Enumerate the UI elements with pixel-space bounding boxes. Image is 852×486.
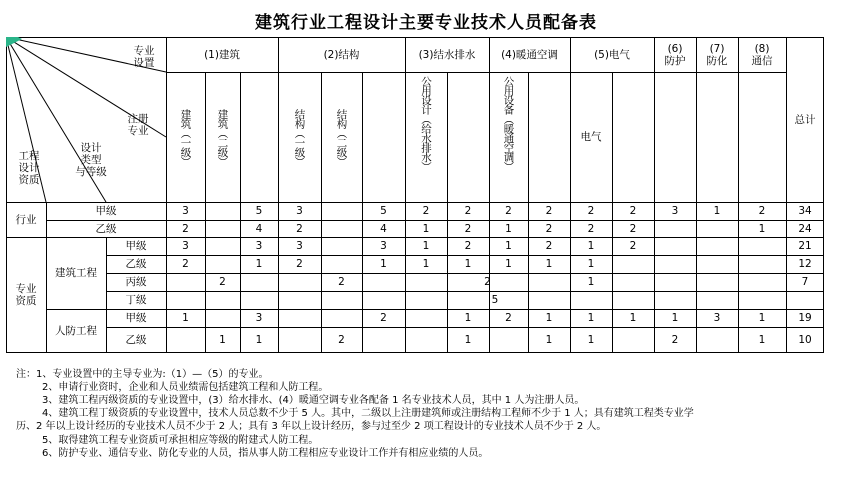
value-cell: 2 <box>758 205 766 217</box>
value-cell: 2 <box>587 222 595 235</box>
note-1: 注：1、专业设置中的主导专业为:（1）—（5）的专业。 <box>16 369 269 380</box>
row-jz-yi: 乙级 <box>125 258 147 270</box>
group-tongxin: (8) 通信 <box>751 42 773 67</box>
header-zhuce-zhuanye: 注册 专业 <box>127 113 149 137</box>
value-cell: 1 <box>422 240 430 252</box>
staffing-table <box>6 37 824 353</box>
total-cell: 19 <box>798 312 812 324</box>
value-cell: 1 <box>505 222 512 235</box>
value-cell: 2 <box>464 222 472 235</box>
header-sheji-leixing: 设计 类型 与等级 <box>75 142 107 178</box>
value-cell: 2 <box>484 276 491 288</box>
sub-dianqi: 电气 <box>580 131 602 143</box>
value-cell: 1 <box>545 258 553 270</box>
value-cell: 1 <box>587 240 595 252</box>
value-cell: 1 <box>545 312 553 324</box>
note-6: 6、防护专业、通信专业、防化专业的人员，指从事人防工程相应专业设计工作并有相应业绩的人员。 <box>42 448 489 459</box>
row-jz-jia: 甲级 <box>125 240 147 252</box>
value-cell: 2 <box>464 240 472 252</box>
value-cell: 1 <box>255 334 263 346</box>
value-cell: 2 <box>219 276 226 288</box>
total-cell: 24 <box>798 222 812 235</box>
value-cell: 1 <box>182 312 189 324</box>
value-cell: 1 <box>587 334 595 346</box>
group-fanghu: (6) 防护 <box>664 42 686 67</box>
group-dianqi: (5)电气 <box>594 48 630 61</box>
value-cell: 1 <box>587 276 595 288</box>
header-zhuanye-shezhi: 专业 设置 <box>133 45 155 69</box>
value-cell: 3 <box>380 240 387 252</box>
value-cell: 4 <box>380 222 387 235</box>
value-cell: 1 <box>464 258 472 270</box>
value-cell: 3 <box>671 205 679 217</box>
value-cell: 1 <box>464 312 472 324</box>
sub-jianzhu-2: 建筑（二级） <box>216 108 229 166</box>
row-hangye-jia: 甲级 <box>95 205 117 217</box>
value-cell: 3 <box>713 312 721 324</box>
row-zhuanye: 专业 资质 <box>15 283 37 307</box>
value-cell: 1 <box>219 334 226 346</box>
value-cell: 2 <box>505 205 512 217</box>
page-title: 建筑行业工程设计主要专业技术人员配备表 <box>255 13 597 33</box>
value-cell: 5 <box>255 205 263 217</box>
group-geishui: (3)结水排水 <box>418 48 476 61</box>
value-cell: 2 <box>338 276 345 288</box>
total-cell: 34 <box>798 205 812 217</box>
value-cell: 1 <box>587 258 595 270</box>
note-4-cont: 历、2 年以上设计经历的专业技术人员不少于 2 人；具有 3 年以上设计经历，参与过至少 2 项工程设计的专业技术人员不少于 2 人。 <box>16 421 607 432</box>
sub-jianzhu-1: 建筑（一级） <box>179 108 192 166</box>
value-cell: 2 <box>629 240 637 252</box>
value-cell: 3 <box>296 240 303 252</box>
value-cell: 1 <box>505 240 512 252</box>
value-cell: 2 <box>587 205 595 217</box>
value-cell: 1 <box>505 258 512 270</box>
sub-geishui: 公用设计（给水排水） <box>420 76 432 171</box>
group-nuantong: (4)暖通空调 <box>501 48 558 61</box>
value-cell: 1 <box>255 258 263 270</box>
total-cell: 10 <box>798 334 812 346</box>
row-hangye: 行业 <box>15 213 37 226</box>
value-cell: 2 <box>545 205 553 217</box>
note-3: 3、建筑工程丙级资质的专业设置中，(3）给水排水、(4）暖通空调专业各配备 1 名专业技术人员，其中 1 人为注册人员。 <box>42 395 585 406</box>
value-cell: 3 <box>255 312 263 324</box>
value-cell: 2 <box>545 240 553 252</box>
note-4: 4、建筑工程丁级资质的专业设置中，技术人员总数不少于 5 人。其中，二级以上注册建筑师或注册结构工程师不少于 1 人；具有建筑工程类专业学 <box>42 408 694 419</box>
total-cell: 21 <box>798 240 812 252</box>
value-cell: 1 <box>758 334 766 346</box>
sub-nuantong: 公用设备（暖通空调） <box>502 76 515 171</box>
value-cell: 2 <box>296 258 303 270</box>
value-cell: 1 <box>758 222 766 235</box>
row-jz-ding: 丁级 <box>125 294 147 306</box>
note-5: 5、取得建筑工程专业资质可承担相应等级的附建式人防工程。 <box>42 435 319 446</box>
value-cell: 1 <box>422 222 430 235</box>
value-cell: 2 <box>545 222 553 235</box>
value-cell: 1 <box>671 312 679 324</box>
value-cell: 1 <box>629 312 637 324</box>
value-cell: 1 <box>545 334 553 346</box>
value-cell: 1 <box>758 312 766 324</box>
row-hangye-yi: 乙级 <box>95 222 117 235</box>
value-cell: 2 <box>380 312 387 324</box>
value-cell: 1 <box>380 258 387 270</box>
row-jz-bing: 丙级 <box>125 276 147 288</box>
value-cell: 2 <box>182 222 189 235</box>
value-cell: 2 <box>629 205 637 217</box>
row-rf-yi: 乙级 <box>125 334 147 346</box>
sub-jiegou-2: 结构（二级） <box>335 108 348 166</box>
value-cell: 2 <box>422 205 430 217</box>
sub-jiegou-1: 结构（一级） <box>293 108 306 166</box>
value-cell: 2 <box>505 312 512 324</box>
row-jianzhu: 建筑工程 <box>55 267 97 279</box>
value-cell: 5 <box>380 205 387 217</box>
row-renfang: 人防工程 <box>55 325 97 337</box>
value-cell: 1 <box>464 334 472 346</box>
value-cell: 2 <box>671 334 679 346</box>
row-rf-jia: 甲级 <box>125 312 147 324</box>
value-cell: 3 <box>296 205 303 217</box>
value-cell: 3 <box>255 240 263 252</box>
group-jianzhu: (1)建筑 <box>204 48 240 61</box>
value-cell: 2 <box>182 258 189 270</box>
group-jiegou: (2)结构 <box>323 48 360 61</box>
total-cell: 7 <box>801 276 809 288</box>
value-cell: 1 <box>713 205 721 217</box>
value-cell: 3 <box>182 240 189 252</box>
note-2: 2、申请行业资时，企业和人员业绩需包括建筑工程和人防工程。 <box>42 382 329 393</box>
header-total: 总计 <box>794 113 816 126</box>
header-gongcheng-zizhi: 工程 设计 资质 <box>18 150 40 186</box>
value-cell: 2 <box>338 334 345 346</box>
value-cell: 4 <box>255 222 263 235</box>
value-cell <box>654 220 696 237</box>
value-cell: 3 <box>182 205 189 217</box>
group-fanghua: (7) 防化 <box>706 42 728 67</box>
value-cell <box>696 220 738 237</box>
value-cell: 2 <box>629 222 637 235</box>
value-cell: 2 <box>464 205 472 217</box>
value-cell: 5 <box>491 294 499 306</box>
value-cell: 1 <box>422 258 430 270</box>
value-cell: 1 <box>587 312 595 324</box>
total-cell: 12 <box>798 258 812 270</box>
value-cell: 2 <box>296 222 303 235</box>
